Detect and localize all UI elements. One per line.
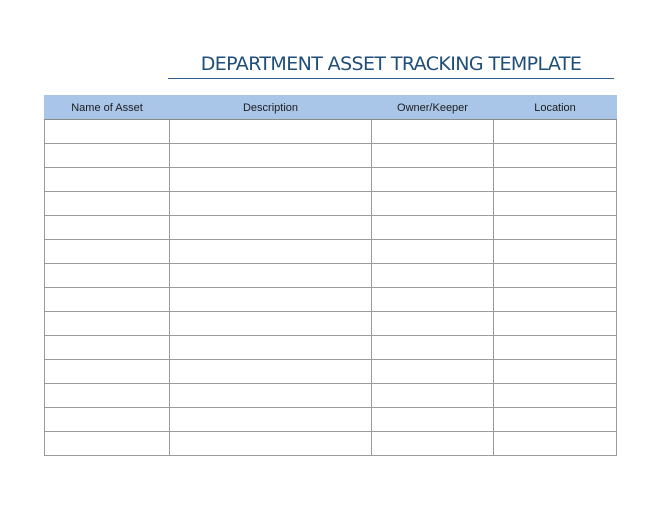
cell-name-of-asset[interactable]: [45, 120, 170, 144]
cell-location[interactable]: [494, 408, 617, 432]
cell-location[interactable]: [494, 432, 617, 456]
cell-description[interactable]: [170, 288, 372, 312]
cell-description[interactable]: [170, 120, 372, 144]
cell-description[interactable]: [170, 408, 372, 432]
cell-description[interactable]: [170, 192, 372, 216]
cell-location[interactable]: [494, 384, 617, 408]
cell-owner-keeper[interactable]: [372, 216, 494, 240]
table-row: [45, 384, 617, 408]
table-row: [45, 288, 617, 312]
cell-owner-keeper[interactable]: [372, 144, 494, 168]
table-row: [45, 168, 617, 192]
cell-name-of-asset[interactable]: [45, 288, 170, 312]
column-header-owner-keeper: Owner/Keeper: [372, 96, 494, 120]
cell-name-of-asset[interactable]: [45, 408, 170, 432]
cell-name-of-asset[interactable]: [45, 384, 170, 408]
cell-owner-keeper[interactable]: [372, 120, 494, 144]
cell-owner-keeper[interactable]: [372, 312, 494, 336]
cell-owner-keeper[interactable]: [372, 192, 494, 216]
cell-name-of-asset[interactable]: [45, 312, 170, 336]
cell-owner-keeper[interactable]: [372, 168, 494, 192]
cell-name-of-asset[interactable]: [45, 168, 170, 192]
cell-name-of-asset[interactable]: [45, 432, 170, 456]
asset-tracking-table: [44, 95, 617, 456]
cell-description[interactable]: [170, 144, 372, 168]
cell-location[interactable]: [494, 240, 617, 264]
cell-description[interactable]: [170, 312, 372, 336]
table-row: [45, 432, 617, 456]
table-row: [45, 216, 617, 240]
column-header-name-of-asset: Name of Asset: [45, 96, 170, 120]
cell-name-of-asset[interactable]: [45, 360, 170, 384]
cell-owner-keeper[interactable]: [372, 264, 494, 288]
table-row: [45, 120, 617, 144]
table-row: [45, 360, 617, 384]
cell-location[interactable]: [494, 360, 617, 384]
cell-description[interactable]: [170, 336, 372, 360]
cell-owner-keeper[interactable]: [372, 240, 494, 264]
cell-location[interactable]: [494, 168, 617, 192]
cell-location[interactable]: [494, 120, 617, 144]
cell-location[interactable]: [494, 216, 617, 240]
table-row: [45, 144, 617, 168]
title-block: [168, 50, 614, 79]
cell-location[interactable]: [494, 144, 617, 168]
cell-name-of-asset[interactable]: [45, 216, 170, 240]
cell-name-of-asset[interactable]: [45, 240, 170, 264]
document-title: DEPARTMENT ASSET TRACKING TEMPLATE: [200, 53, 582, 75]
cell-owner-keeper[interactable]: [372, 432, 494, 456]
table-row: [45, 336, 617, 360]
cell-owner-keeper[interactable]: [372, 360, 494, 384]
cell-owner-keeper[interactable]: [372, 408, 494, 432]
cell-location[interactable]: [494, 312, 617, 336]
cell-location[interactable]: [494, 336, 617, 360]
table-row: [45, 192, 617, 216]
cell-name-of-asset[interactable]: [45, 336, 170, 360]
cell-name-of-asset[interactable]: [45, 264, 170, 288]
cell-location[interactable]: [494, 288, 617, 312]
table-row: [45, 408, 617, 432]
cell-location[interactable]: [494, 192, 617, 216]
cell-name-of-asset[interactable]: [45, 144, 170, 168]
table-body: [45, 120, 617, 456]
cell-description[interactable]: [170, 168, 372, 192]
header-row: [45, 96, 617, 120]
cell-owner-keeper[interactable]: [372, 288, 494, 312]
cell-owner-keeper[interactable]: [372, 384, 494, 408]
column-header-location: Location: [494, 96, 617, 120]
cell-name-of-asset[interactable]: [45, 192, 170, 216]
cell-location[interactable]: [494, 264, 617, 288]
table-row: [45, 240, 617, 264]
cell-description[interactable]: [170, 240, 372, 264]
cell-description[interactable]: [170, 384, 372, 408]
cell-description[interactable]: [170, 360, 372, 384]
cell-description[interactable]: [170, 216, 372, 240]
table-row: [45, 312, 617, 336]
cell-description[interactable]: [170, 432, 372, 456]
column-header-description: Description: [170, 96, 372, 120]
cell-description[interactable]: [170, 264, 372, 288]
table-row: [45, 264, 617, 288]
cell-owner-keeper[interactable]: [372, 336, 494, 360]
